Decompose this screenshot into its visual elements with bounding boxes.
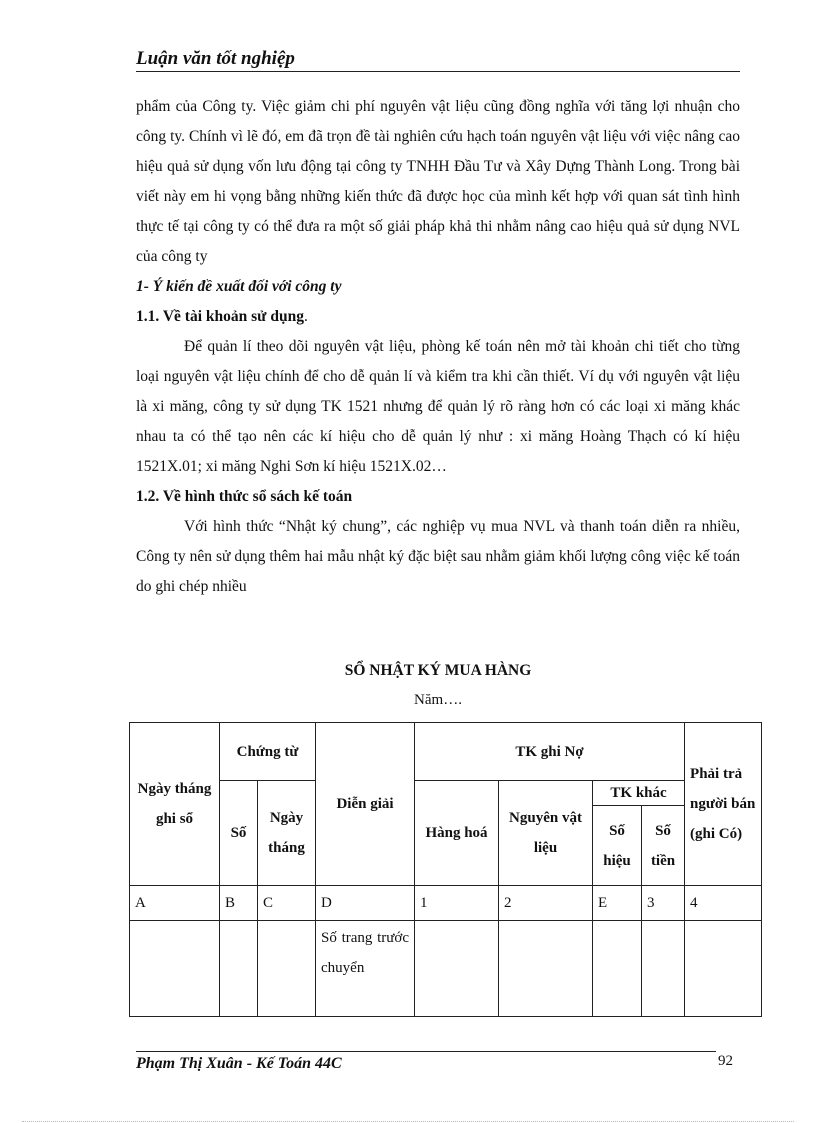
header-other-code: Số hiệu (593, 806, 642, 886)
heading-section-1-1-text: 1.1. Về tài khoản sử dụng (136, 308, 304, 325)
page-bottom-divider (22, 1121, 794, 1122)
purchase-journal-table (129, 722, 762, 1017)
table-title: SỔ NHẬT KÝ MUA HÀNG (344, 662, 532, 679)
heading-section-1-1-dot: . (303, 308, 308, 325)
header-rule (136, 71, 740, 72)
table-cell (130, 921, 220, 1017)
table-cell (220, 921, 258, 1017)
table-cell (642, 921, 685, 1017)
table-code-row (130, 886, 762, 921)
header-description: Diễn giải (316, 723, 415, 886)
running-header-title: Luận văn tốt nghiệp (136, 48, 295, 69)
header-voucher-number: Số (220, 781, 258, 886)
paragraph-accounts: Để quản lí theo dõi nguyên vật liệu, phòng kế toán nên mở tài khoản chi tiết cho từng loại nguyên vật liệu chính để cho dễ quản lí và kiểm tra khi cần thiết. Ví dụ với nguyên vật liệu là xi măng, công ty sử dụng TK 1521 nhưng để quản lý rõ ràng hơn có các loại xi măng khác nhau ta có thể tạo nên các kí hiệu cho dễ quản lý như : xi măng Hoàng Thạch có kí hiệu 1521X.01; xi măng Nghi Sơn kí hiệu 1521X.02… (136, 338, 740, 475)
heading-section-1-2: 1.2. Về hình thức sổ sách kế toán (136, 488, 353, 505)
header-materials: Nguyên vật liệu (499, 781, 593, 886)
table-header-row-2 (130, 781, 762, 806)
table-row (130, 921, 762, 1017)
table-cell (685, 921, 762, 1017)
header-voucher-date: Ngày tháng (258, 781, 316, 886)
table-header-row-1 (130, 723, 762, 781)
code-cell: C (258, 886, 316, 921)
page-number: 92 (718, 1053, 733, 1069)
code-cell: 1 (415, 886, 499, 921)
header-other-amount: Số tiền (642, 806, 685, 886)
header-debit-account: TK ghi Nợ (415, 723, 685, 781)
paragraph-intro: phẩm của Công ty. Việc giảm chi phí nguyên vật liệu cũng đồng nghĩa với tăng lợi nhuận cho công ty. Chính vì lẽ đó, em đã trọn đề tài nghiên cứu hạch toán nguyên vật liệu với việc nâng cao hiệu quả sử dụng vốn lưu động tại công ty TNHH Đầu Tư và Xây Dựng Thành Long. Trong bài viết này em hi vọng bằng những kiến thức đã được học của mình kết hợp với quan sát tình hình thực tế tại công ty có thể đưa ra một số giải pháp khả thi nhằm nâng cao hiệu quả sử dụng NVL của công ty (136, 98, 740, 265)
header-goods: Hàng hoá (415, 781, 499, 886)
code-cell: A (130, 886, 220, 921)
paragraph-journal: Với hình thức “Nhật ký chung”, các nghiệp vụ mua NVL và thanh toán diễn ra nhiều, Công ty nên sử dụng thêm hai mẫu nhật ký đặc biệt sau nhằm giảm khối lượng công việc kế toán do ghi chép nhiều (136, 518, 740, 595)
table-cell (499, 921, 593, 1017)
code-cell: E (593, 886, 642, 921)
table-cell (258, 921, 316, 1017)
code-cell: 4 (685, 886, 762, 921)
header-date: Ngày tháng ghi sổ (130, 723, 220, 886)
footer-rule (136, 1051, 716, 1052)
header-other-account: TK khác (593, 781, 685, 806)
code-cell: D (316, 886, 415, 921)
heading-section-1-1 (136, 302, 740, 332)
table-cell (415, 921, 499, 1017)
table-cell (593, 921, 642, 1017)
code-cell: B (220, 886, 258, 921)
header-voucher: Chứng từ (220, 723, 316, 781)
code-cell: 3 (642, 886, 685, 921)
header-payable: Phải trả người bán (ghi Có) (685, 723, 762, 886)
heading-section-1: 1- Ý kiến đề xuất đối với công ty (136, 278, 342, 295)
table-subtitle: Năm…. (414, 692, 462, 708)
row-description: Số trang trước chuyển (316, 921, 415, 1017)
code-cell: 2 (499, 886, 593, 921)
page-content (136, 92, 740, 602)
footer-author: Phạm Thị Xuân - Kế Toán 44C (136, 1055, 342, 1072)
